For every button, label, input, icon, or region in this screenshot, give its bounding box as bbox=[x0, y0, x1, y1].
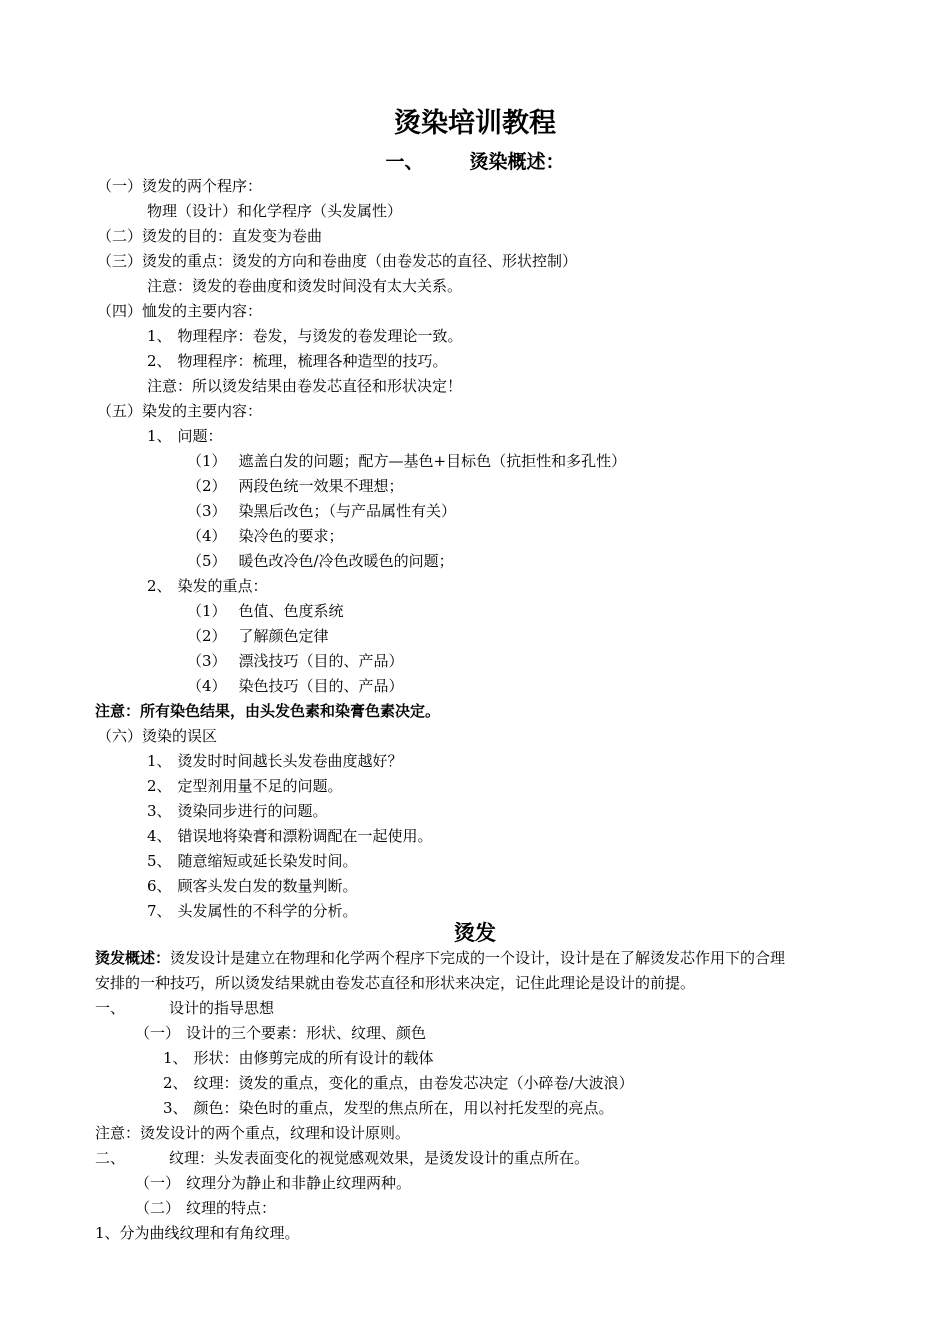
list-text: 暖色改冷色/冷色改暖色的问题； bbox=[238, 552, 454, 570]
list-text: 物理程序：卷发，与烫发的卷发理论一致。 bbox=[177, 327, 463, 345]
section-heading-perm: 烫发 bbox=[454, 920, 496, 945]
list-item bbox=[147, 326, 463, 346]
list-number: 1、 bbox=[147, 427, 172, 445]
list-item bbox=[147, 801, 328, 821]
list-text: 遮盖白发的问题；配方—基色+目标色（抗拒性和多孔性） bbox=[238, 452, 627, 470]
list-number: 2、 bbox=[147, 577, 172, 595]
list-text: 顾客头发白发的数量判断。 bbox=[177, 877, 358, 895]
perm-overview-text: 烫发设计是建立在物理和化学两个程序下完成的一个设计，设计是在了解烫发芯作用下的合理 bbox=[170, 949, 786, 967]
list-text: 形状：由修剪完成的所有设计的载体 bbox=[193, 1049, 434, 1067]
list-number: 2、 bbox=[147, 777, 172, 795]
list-number: 2、 bbox=[147, 352, 172, 370]
sub-text: 纹理的特点： bbox=[186, 1199, 277, 1217]
sub-number: （一） bbox=[135, 1174, 181, 1192]
overview-item-4-note: 注意：所以烫发结果由卷发芯直径和形状决定！ bbox=[147, 377, 463, 395]
list-item bbox=[187, 451, 626, 471]
overview-item-3: （三）烫发的重点：烫发的方向和卷曲度（由卷发芯的直径、形状控制） bbox=[97, 252, 578, 270]
overview-item-4-heading: （四）恤发的主要内容： bbox=[97, 302, 263, 320]
part-number: 二、 bbox=[95, 1149, 126, 1167]
list-item bbox=[187, 501, 456, 521]
list-item bbox=[147, 576, 268, 596]
sub-number: （一） bbox=[135, 1024, 181, 1042]
overview-item-3-note: 注意：烫发的卷曲度和烫发时间没有太大关系。 bbox=[147, 277, 463, 295]
list-item bbox=[163, 1098, 614, 1118]
list-number: 2、 bbox=[163, 1074, 188, 1092]
list-text: 染色技巧（目的、产品） bbox=[238, 677, 404, 695]
list-number: （3） bbox=[187, 652, 227, 670]
list-number: 7、 bbox=[147, 902, 172, 920]
list-item bbox=[147, 876, 358, 896]
overview-item-2: （二）烫发的目的：直发变为卷曲 bbox=[97, 227, 323, 245]
list-number: 4、 bbox=[147, 827, 172, 845]
list-item bbox=[187, 526, 344, 546]
sub-number: （二） bbox=[135, 1199, 181, 1217]
list-text: 染黑后改色；（与产品属性有关） bbox=[238, 502, 457, 520]
overview-item-6-heading: （六）烫染的误区 bbox=[97, 727, 218, 745]
overview-item-1-heading: （一）烫发的两个程序： bbox=[97, 177, 263, 195]
list-number: 5、 bbox=[147, 852, 172, 870]
list-text: 两段色统一效果不理想； bbox=[238, 477, 404, 495]
list-text: 错误地将染膏和漂粉调配在一起使用。 bbox=[177, 827, 433, 845]
overview-item-1-body: 物理（设计）和化学程序（头发属性） bbox=[147, 202, 403, 220]
perm-part-1-note: 注意：烫发设计的两个重点，纹理和设计原则。 bbox=[95, 1124, 411, 1142]
list-number: 1、 bbox=[163, 1049, 188, 1067]
list-text: 色值、色度系统 bbox=[238, 602, 344, 620]
list-item bbox=[147, 351, 448, 371]
part-number: 一、 bbox=[95, 999, 126, 1017]
list-number: （5） bbox=[187, 552, 227, 570]
list-number: （1） bbox=[187, 602, 227, 620]
list-item bbox=[147, 426, 223, 446]
list-text: 了解颜色定律 bbox=[238, 627, 329, 645]
overview-item-5-heading: （五）染发的主要内容： bbox=[97, 402, 263, 420]
perm-part-2-sub bbox=[135, 1198, 276, 1218]
list-item bbox=[163, 1073, 634, 1093]
list-text: 定型剂用量不足的问题。 bbox=[177, 777, 343, 795]
list-text: 头发属性的不科学的分析。 bbox=[177, 902, 358, 920]
list-number: （2） bbox=[187, 477, 227, 495]
list-item bbox=[147, 851, 358, 871]
section-heading-overview bbox=[0, 149, 950, 175]
part-title: 纹理：头发表面变化的视觉感观效果，是烫发设计的重点所在。 bbox=[169, 1149, 590, 1167]
list-text: 颜色：染色时的重点，发型的焦点所在，用以衬托发型的亮点。 bbox=[193, 1099, 614, 1117]
list-number: （4） bbox=[187, 527, 227, 545]
sub-text: 设计的三个要素：形状、纹理、颜色 bbox=[186, 1024, 427, 1042]
list-number: （2） bbox=[187, 627, 227, 645]
list-text: 漂浅技巧（目的、产品） bbox=[238, 652, 404, 670]
list-text: 随意缩短或延长染发时间。 bbox=[177, 852, 358, 870]
list-item bbox=[187, 676, 404, 696]
list-item bbox=[187, 626, 329, 646]
perm-last-line: 1、分为曲线纹理和有角纹理。 bbox=[95, 1224, 300, 1242]
perm-part-1-sub bbox=[135, 1023, 426, 1043]
list-item bbox=[187, 601, 344, 621]
perm-part-1-heading bbox=[95, 998, 274, 1018]
list-item bbox=[187, 551, 454, 571]
list-item bbox=[187, 476, 404, 496]
section-title: 烫染概述： bbox=[469, 151, 565, 173]
list-number: （4） bbox=[187, 677, 227, 695]
list-item bbox=[147, 776, 343, 796]
list-number: 3、 bbox=[163, 1099, 188, 1117]
list-number: （3） bbox=[187, 502, 227, 520]
list-item bbox=[147, 751, 403, 771]
sub-text: 纹理分为静止和非静止纹理两种。 bbox=[186, 1174, 412, 1192]
list-text: 烫发时时间越长头发卷曲度越好？ bbox=[177, 752, 403, 770]
perm-overview-label: 烫发概述： bbox=[95, 949, 171, 967]
section-number: 一、 bbox=[385, 151, 424, 173]
list-text: 染冷色的要求； bbox=[238, 527, 344, 545]
list-item bbox=[147, 826, 433, 846]
list-text: 烫染同步进行的问题。 bbox=[177, 802, 328, 820]
perm-part-2-heading bbox=[95, 1148, 589, 1168]
list-number: （1） bbox=[187, 452, 227, 470]
bold-note: 注意：所有染色结果，由头发色素和染膏色素决定。 bbox=[95, 702, 441, 720]
document-title: 烫染培训教程 bbox=[394, 108, 556, 139]
list-item bbox=[187, 651, 404, 671]
part-title: 设计的指导思想 bbox=[169, 999, 275, 1017]
list-number: 6、 bbox=[147, 877, 172, 895]
perm-overview-line-1 bbox=[95, 948, 785, 968]
list-item bbox=[163, 1048, 434, 1068]
list-text: 纹理：烫发的重点，变化的重点，由卷发芯决定（小碎卷/大波浪） bbox=[193, 1074, 634, 1092]
list-number: 1、 bbox=[147, 327, 172, 345]
list-text: 问题： bbox=[177, 427, 223, 445]
perm-part-2-sub bbox=[135, 1173, 411, 1193]
list-text: 染发的重点： bbox=[177, 577, 268, 595]
list-number: 3、 bbox=[147, 802, 172, 820]
list-number: 1、 bbox=[147, 752, 172, 770]
list-text: 物理程序：梳理，梳理各种造型的技巧。 bbox=[177, 352, 448, 370]
perm-overview-line-2: 安排的一种技巧，所以烫发结果就由卷发芯直径和形状来决定，记住此理论是设计的前提。 bbox=[95, 974, 696, 992]
